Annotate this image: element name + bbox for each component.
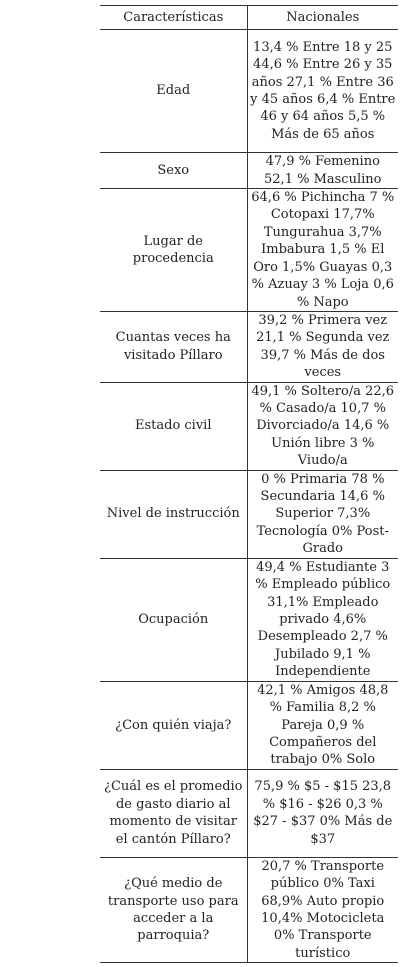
row-value-travel-companion: 42,1 % Amigos 48,8 % Familia 8,2 % Pareja 0,9 % Compañeros del trabajo 0% Solo (247, 681, 398, 769)
row-label-occupation: Ocupación (100, 558, 247, 681)
row-value-daily-spending: 75,9 % $5 - $15 23,8 % $16 - $26 0,3 % $27 - $37 0% Más de $37 (247, 769, 398, 857)
row-value-marital-status: 49,1 % Soltero/a 22,6 % Casado/a 10,7 % Divorciado/a 14,6 % Unión libre 3 % Viudo/a (247, 382, 398, 470)
table-row (100, 681, 398, 769)
row-label-age: Edad (100, 30, 247, 153)
table-row (100, 769, 398, 857)
row-value-occupation: 49,4 % Estudiante 3 % Empleado público 31,1% Empleado privado 4,6% Desempleado 2,7 % Jubilado 9,1 % Independiente (247, 558, 398, 681)
table-row (100, 30, 398, 153)
row-label-visits: Cuantas veces ha visitado Píllaro (100, 312, 247, 383)
table-row (100, 382, 398, 470)
table-row (100, 312, 398, 383)
table-row (100, 857, 398, 962)
row-label-origin: Lugar de procedencia (100, 189, 247, 312)
row-value-transport: 20,7 % Transporte público 0% Taxi 68,9% Auto propio 10,4% Motocicleta 0% Transporte turístico (247, 857, 398, 962)
table-row (100, 189, 398, 312)
row-label-education: Nivel de instrucción (100, 470, 247, 558)
row-value-sex: 47,9 % Femenino 52,1 % Masculino (247, 153, 398, 189)
table-header (100, 6, 398, 30)
row-value-age: 13,4 % Entre 18 y 25 44,6 % Entre 26 y 35 años 27,1 % Entre 36 y 45 años 6,4 % Entre 46 y 64 años 5,5 % Más de 65 años (247, 30, 398, 153)
visitor-profile-table (100, 5, 398, 963)
header-characteristics: Características (100, 6, 247, 30)
row-label-marital-status: Estado civil (100, 382, 247, 470)
table-row (100, 470, 398, 558)
row-label-travel-companion: ¿Con quién viaja? (100, 681, 247, 769)
row-label-transport: ¿Qué medio de transporte uso para acceder a la parroquia? (100, 857, 247, 962)
row-label-daily-spending: ¿Cuál es el promedio de gasto diario al momento de visitar el cantón Píllaro? (100, 769, 247, 857)
row-value-origin: 64,6 % Pichincha 7 % Cotopaxi 17,7% Tungurahua 3,7% Imbabura 1,5 % El Oro 1,5% Guayas 0,3 % Azuay 3 % Loja 0,6 % Napo (247, 189, 398, 312)
table-row (100, 153, 398, 189)
table-row (100, 558, 398, 681)
header-row (100, 6, 398, 30)
table-body (100, 30, 398, 963)
row-value-education: 0 % Primaria 78 % Secundaria 14,6 % Superior 7,3% Tecnología 0% Post-Grado (247, 470, 398, 558)
row-value-visits: 39,2 % Primera vez 21,1 % Segunda vez 39,7 % Más de dos veces (247, 312, 398, 383)
header-nationals: Nacionales (247, 6, 398, 30)
row-label-sex: Sexo (100, 153, 247, 189)
